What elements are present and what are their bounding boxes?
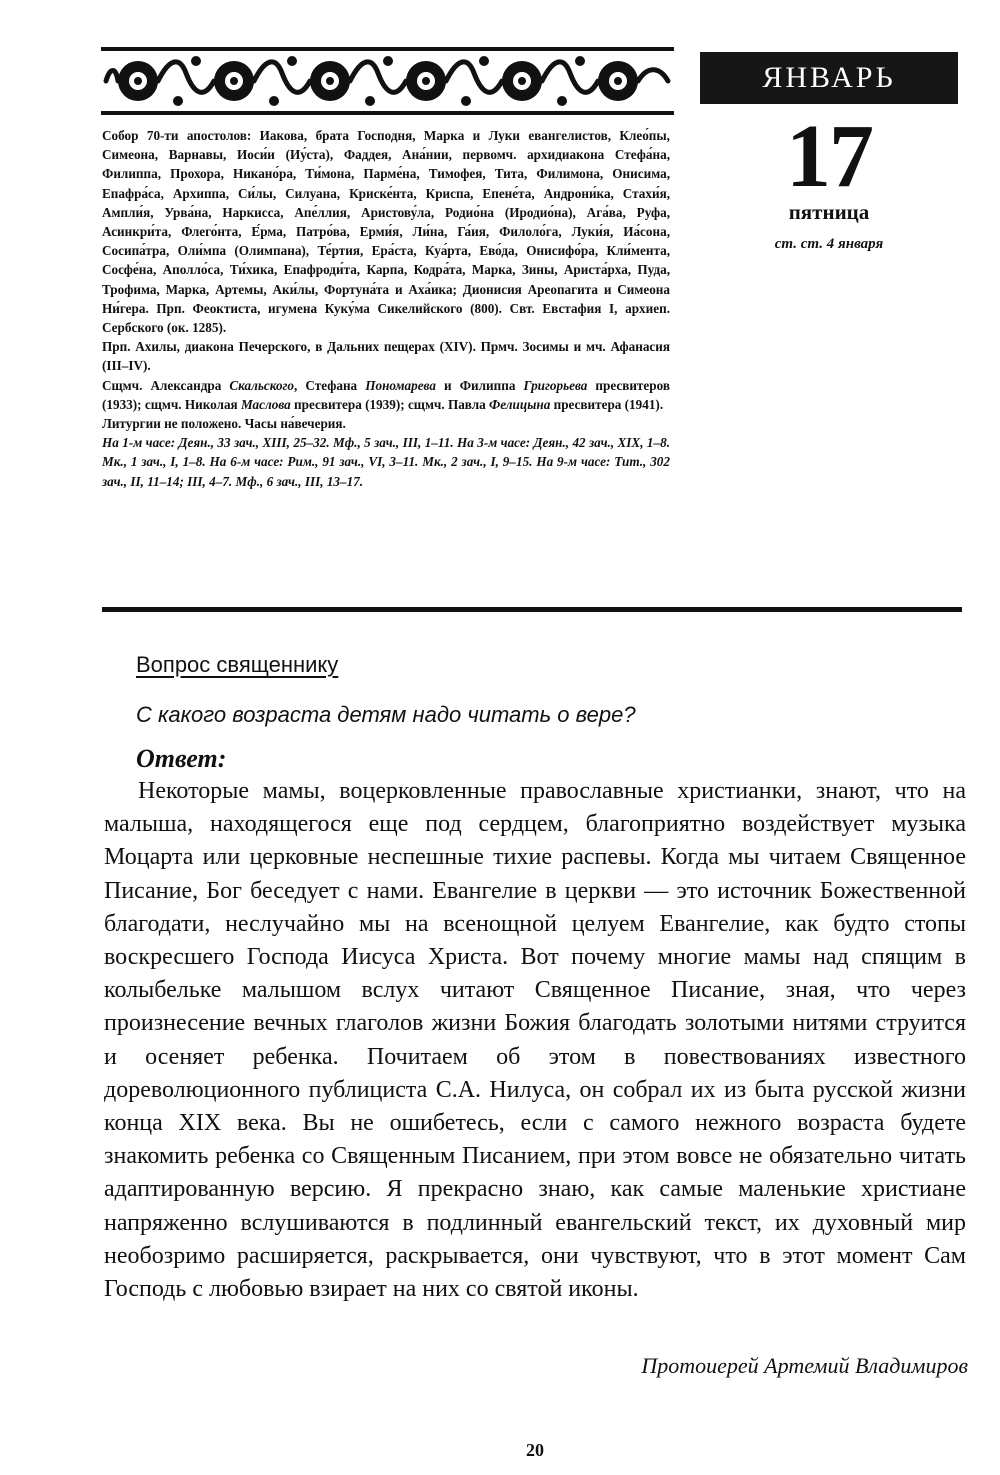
saints-text: Иакова, брата Господня, Марка и Луки евангелистов, Клео́пы, Симеона, Варнавы, Иоси́и (Иу́ста), Фаддея, Ана́нии, первомч. архидиакона Стефа́на, Филиппа, Прохора, Никано́ра, Ти́мона, Парме́на, Тимофея, Тита, Филимона, Онисима, Епафра́са, Архиппа, Си́лы, Силуана, Криске́нта, Криспа, Епене́та, Андрони́ка, Стахи́я, Ампли́я, Урва́на, Наркисса, Апе́ллия, Аристову́ла, Родио́на (Иродио́на), Ага́ва, Руфа, Асинкри́та, Флего́нта, Е́рма, Патро́ва, Ерми́я, Ли́на, Га́ия, Филоло́га, Луки́я, Иа́сона, Сосипа́тра, Оли́мпа (Олимпана), Те́ртия, Ера́ста, Куа́рта, Ево́да, Онисифо́ра, Кли́мента, Сосфе́на, Аполло́са, Ти́хика, Епафроди́та, Карпа, Кодра́та, Марка, Зины, Ариста́рха, Пуда, Трофима, Марка, Артемы, Аки́лы, Фортуна́та и Аха́ика; Дионисия Ареопагита и Симеона Ни́гера. Прп. Феоктиста, игумена Куку́ма Сикелийского (800). Свт. Евстафия I, архиеп. Сербского (ок. 1285). <box>102 128 670 336</box>
liturgy-note: Литургии не положено. Часы на́вечерия. <box>102 416 346 432</box>
old-style-date: ст. ст. 4 января <box>774 236 884 252</box>
text-fragment: , Стефана <box>294 377 366 393</box>
text-fragment: Сщмч. Александра <box>102 377 230 393</box>
saints-paragraph-2: Прп. Ахилы, диакона Печерского, в Дальних пещерах (XIV). Прмч. Зосимы и мч. Афанасия (III–IV). <box>102 339 670 374</box>
section-divider <box>102 607 962 612</box>
answer-text: Некоторые мамы, воцерковленные православные христианки, знают, что на малыша, находящегося еще под сердцем, благоприятно воздействует музыка Моцарта или церковные неспешные тихие распевы. Когда мы читаем Священное Писание, Бог беседует с нами. Евангелие в церкви — это источник Божественной благодати, неслучайно мы на всенощной целуем Евангелие, как будто стопы воскресшего Господа Иисуса Христа. Вот почему многие мамы над спящим в колыбельке малышом вслух читают Священное Писание, зная, что через произнесение вечных глаголов жизни Божия благодать золотыми нитями струится и осеняет ребенка. Почитаем об этом в повествованиях известного дореволюционного публициста С.А. Нилуса, он собрал их из быта русской жизни конца XIX века. Вы не ошибетесь, если с самого нежного возраста будете знакомить ребенка со Священным Писанием, при этом вовсе не обязательно читать адаптированную версию. Я прекрасно знаю, как самые маленькие христиане напряженно вслушиваются в подлинный евангельский текст, их духовный мир необозримо расширяется, раскрывается, они чувствуют, что в этот момент Сам Господь с любовью взирает на них со святой иконы. <box>104 778 966 1303</box>
text-fragment: пресвитера (1941). <box>550 396 664 412</box>
ornament-border <box>100 45 675 117</box>
saints-lead: Собор 70-ти апостолов: <box>102 128 252 143</box>
text-fragment: пресвитеров (1933); сщмч. Николая <box>102 377 670 412</box>
day-number: 17 <box>786 107 872 206</box>
saints-paragraph-3 <box>102 376 670 414</box>
weekday: пятница <box>788 200 870 224</box>
scripture-readings: На 1-м часе: Деян., 33 зач., XIII, 25–32. Мф., 5 зач., III, 1–11. На 3-м часе: Деян., 42 зач., XIX, 1–8. Мк., 1 зач., I, 1–8. На 6-м часе: Рим., 91 зач., VI, 3–11. Мк., 2 зач., I, 9–15. На 9-м часе: Тит., 302 зач., II, 11–14; III, 4–7. Мф., 6 зач., III, 13–17. <box>102 435 670 489</box>
question-text: С какого возраста детям надо читать о вере? <box>136 702 636 727</box>
text-fragment: пресвитера (1939); сщмч. Павла <box>290 396 490 412</box>
surname: Маслова <box>240 396 291 412</box>
page-number: 20 <box>526 1440 544 1460</box>
surname: Скальского <box>229 377 295 393</box>
question-heading: Вопрос священнику <box>136 652 339 677</box>
month-label: ЯНВАРЬ <box>700 52 958 104</box>
surname: Фелицына <box>489 396 551 412</box>
text-fragment: и Филиппа <box>435 377 524 393</box>
surname: Григорьева <box>523 377 588 393</box>
saints-commemoration <box>102 126 670 491</box>
author-signature: Протоиерей Артемий Владимиров <box>641 1353 968 1378</box>
saints-paragraph-1 <box>102 126 670 337</box>
surname: Пономарева <box>365 377 436 393</box>
answer-label: Ответ: <box>136 744 227 773</box>
